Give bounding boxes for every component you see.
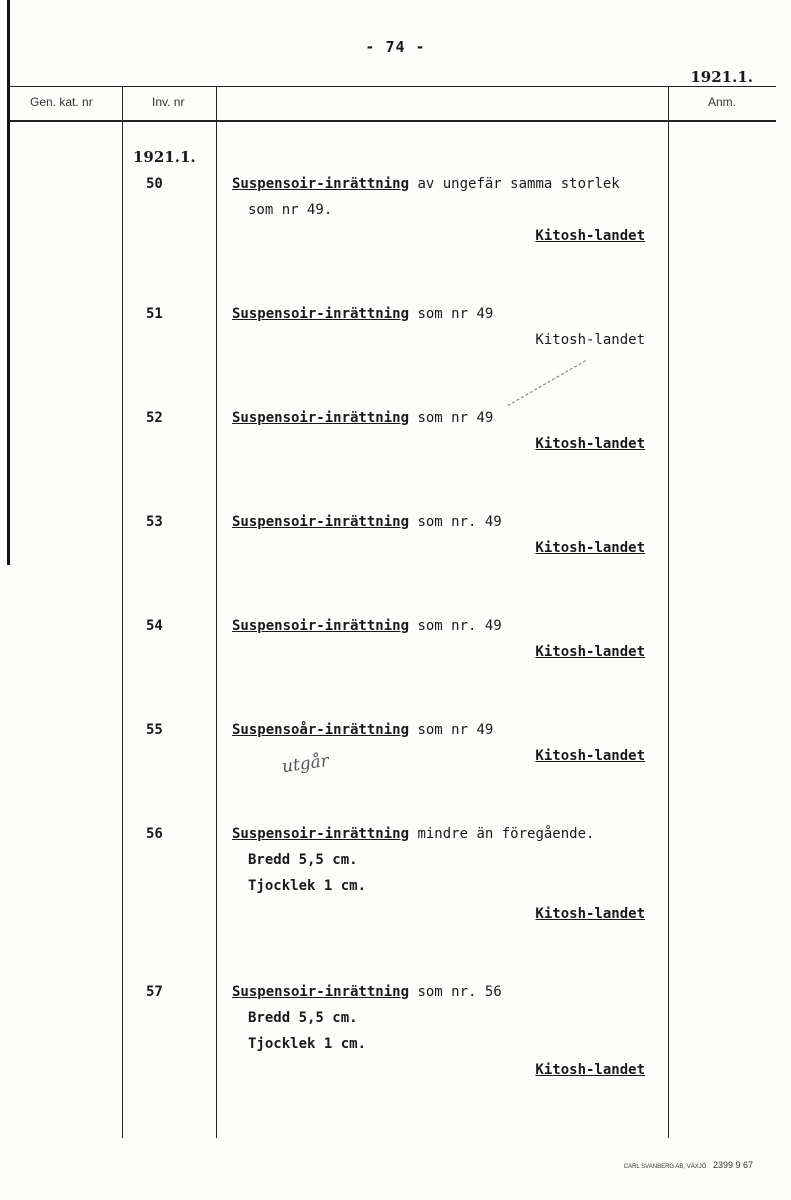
entry-description bbox=[232, 984, 502, 1000]
column-header-anm: Anm. bbox=[708, 95, 737, 109]
entry-location: Kitosh-landet bbox=[535, 1062, 645, 1078]
entry-title-rest: som nr 49 bbox=[409, 410, 494, 426]
entry-location: Kitosh-landet bbox=[535, 228, 645, 244]
column-header-gen-kat: Gen. kat. nr bbox=[30, 95, 93, 109]
inv-number: 55 bbox=[146, 722, 163, 738]
entry-detail-line: Bredd 5,5 cm. bbox=[248, 852, 358, 868]
handwritten-note: utgår bbox=[280, 750, 331, 778]
entry-description bbox=[232, 722, 493, 738]
column-divider-2 bbox=[216, 86, 217, 1138]
entry-detail-line: Tjocklek 1 cm. bbox=[248, 878, 367, 894]
inv-number: 56 bbox=[146, 826, 163, 842]
column-divider-3 bbox=[668, 86, 669, 1138]
inv-number: 54 bbox=[146, 618, 163, 634]
form-code: 2399 9 67 bbox=[712, 1160, 753, 1170]
inv-number: 57 bbox=[146, 984, 163, 1000]
printer-imprint bbox=[624, 1160, 753, 1170]
year-header: 1921.1. bbox=[690, 68, 753, 86]
inv-number: 50 bbox=[146, 176, 163, 192]
inv-number: 51 bbox=[146, 306, 163, 322]
column-divider-1 bbox=[122, 120, 123, 1138]
header-divider-1 bbox=[122, 86, 123, 120]
column-header-inv: Inv. nr bbox=[152, 95, 185, 109]
entry-description bbox=[232, 826, 594, 842]
entry-title: Suspensoir-inrättning bbox=[232, 514, 410, 530]
entry-description bbox=[232, 306, 493, 322]
entry-title-rest: som nr 49 bbox=[409, 722, 494, 738]
entry-title: Suspensoir-inrättning bbox=[232, 618, 410, 634]
header-bottom-rule bbox=[10, 120, 776, 122]
entry-description bbox=[232, 176, 620, 192]
entry-location: Kitosh-landet bbox=[535, 332, 645, 348]
entry-location: Kitosh-landet bbox=[535, 436, 645, 452]
entry-title-rest: av ungefär samma storlek bbox=[409, 176, 620, 192]
entry-title: Suspensoir-inrättning bbox=[232, 306, 410, 322]
inv-number: 52 bbox=[146, 410, 163, 426]
entry-title: Suspensoir-inrättning bbox=[232, 984, 410, 1000]
entry-description bbox=[232, 514, 502, 530]
printer-name: CARL SVANBERG AB, VÄXJÖ bbox=[623, 1164, 707, 1170]
page-number: - 74 - bbox=[365, 38, 426, 56]
entry-title: Suspensoir-inrättning bbox=[232, 826, 410, 842]
entry-title-rest: som nr. 56 bbox=[409, 984, 502, 1000]
entry-title: Suspensoår-inrättning bbox=[232, 722, 410, 738]
entry-detail-line: Tjocklek 1 cm. bbox=[248, 1036, 367, 1052]
entry-description bbox=[232, 618, 502, 634]
entry-title: Suspensoir-inrättning bbox=[232, 410, 410, 426]
entry-title-rest: mindre än föregående. bbox=[409, 826, 595, 842]
entry-title-rest: som nr 49 bbox=[409, 306, 494, 322]
pencil-stroke bbox=[508, 360, 587, 407]
page-edge-line bbox=[7, 0, 10, 565]
entry-detail-line: Bredd 5,5 cm. bbox=[248, 1010, 358, 1026]
inv-year: 1921.1. bbox=[133, 148, 196, 166]
inv-number: 53 bbox=[146, 514, 163, 530]
entry-location: Kitosh-landet bbox=[535, 906, 645, 922]
entry-detail-line: som nr 49. bbox=[248, 202, 333, 218]
entry-location: Kitosh-landet bbox=[535, 644, 645, 660]
entry-title-rest: som nr. 49 bbox=[409, 618, 502, 634]
entry-title-rest: som nr. 49 bbox=[409, 514, 502, 530]
entry-description bbox=[232, 410, 493, 426]
entry-location: Kitosh-landet bbox=[535, 748, 645, 764]
entry-title: Suspensoir-inrättning bbox=[232, 176, 410, 192]
entry-location: Kitosh-landet bbox=[535, 540, 645, 556]
header-top-rule bbox=[10, 86, 776, 87]
